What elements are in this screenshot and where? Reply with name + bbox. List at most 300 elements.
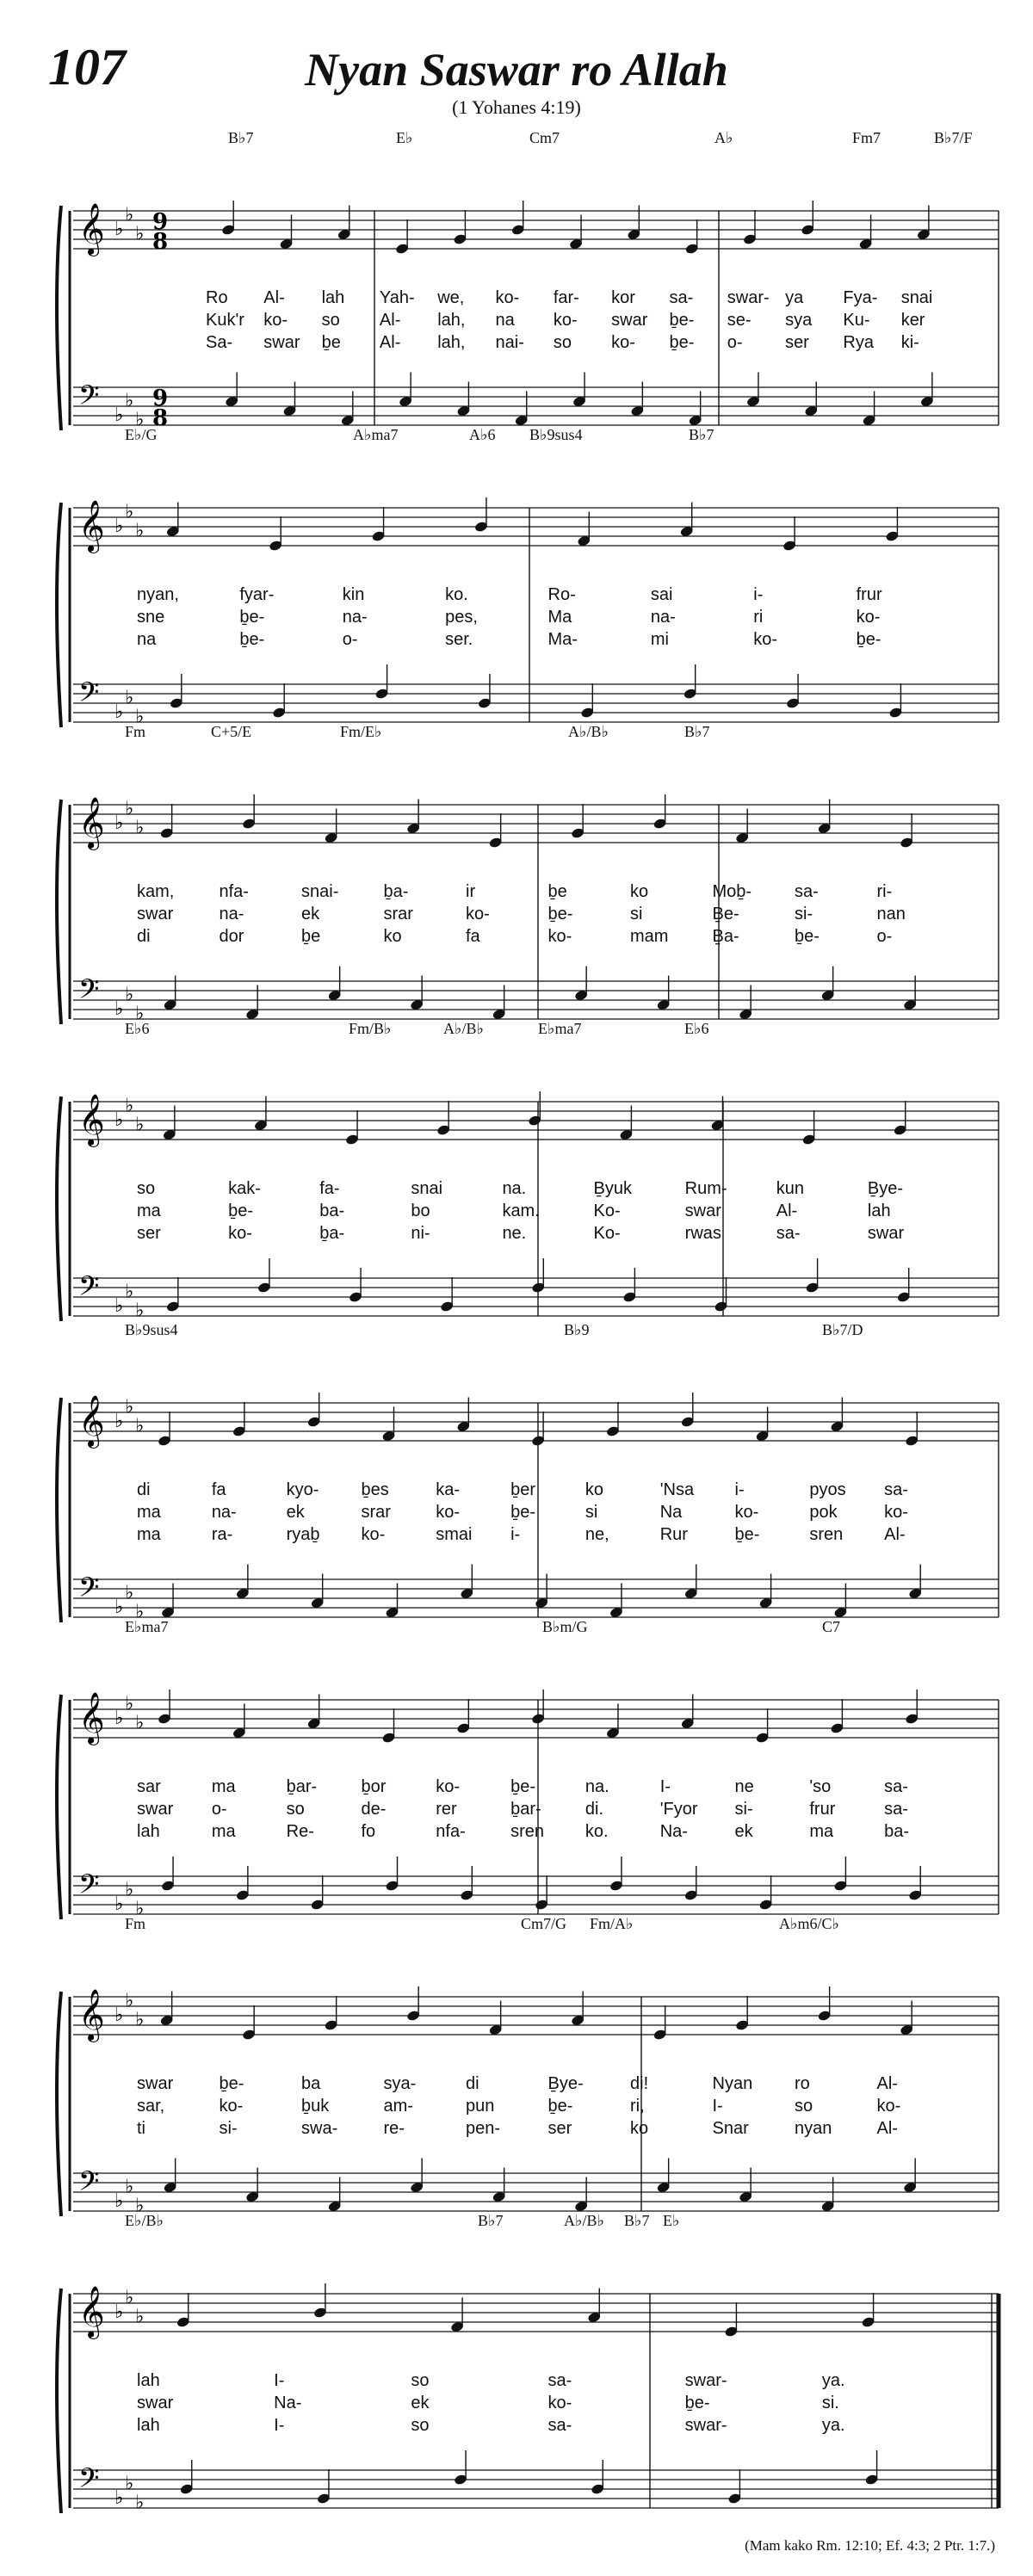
staff-graphics xyxy=(47,723,999,1025)
lyric-syllable: Al- xyxy=(379,311,401,330)
music-system-3 xyxy=(47,723,999,1025)
lyric-syllable: di. xyxy=(585,1800,604,1819)
lyric-syllable: ro xyxy=(795,2074,810,2093)
flat-icon: ♭ xyxy=(114,405,124,426)
lyric-syllable: si xyxy=(630,905,643,924)
chord-symbol: E♭/B♭ xyxy=(125,2212,164,2229)
lyric-syllable: ser xyxy=(547,2119,572,2138)
lyric-syllable: sren xyxy=(510,1822,544,1841)
lyric-syllable: i- xyxy=(734,1480,745,1499)
chord-symbol: Fm/B♭ xyxy=(349,1020,392,1037)
chord-symbol: A♭ xyxy=(714,129,733,146)
lyric-syllable: swar- xyxy=(684,2371,727,2390)
lyric-syllable: ḇe- xyxy=(856,630,881,649)
flat-icon: ♭ xyxy=(114,516,124,537)
lyric-syllable: i- xyxy=(753,585,764,604)
lyric-syllable: ba- xyxy=(884,1822,910,1841)
lyric-syllable: ni- xyxy=(411,1224,430,1243)
music-system-1 xyxy=(47,129,999,431)
flat-icon: ♭ xyxy=(135,2195,145,2217)
flat-icon: ♭ xyxy=(135,706,145,728)
lyric-syllable: na- xyxy=(650,608,676,627)
lyric-syllable: ḇe- xyxy=(219,2074,244,2093)
lyric-syllable: sya xyxy=(785,311,813,330)
flat-icon: ♭ xyxy=(135,1003,145,1025)
lyric-syllable: ma xyxy=(137,1503,161,1522)
lyric-syllable: o- xyxy=(342,630,358,649)
lyric-syllable: ra- xyxy=(211,1525,233,1544)
lyric-syllable: di xyxy=(137,927,151,946)
lyric-syllable: sa- xyxy=(776,1224,801,1243)
lyric-syllable: na xyxy=(495,311,515,330)
lyric-syllable: Ro- xyxy=(547,585,576,604)
lyric-syllable: swar xyxy=(611,311,648,330)
lyric-syllable: ser xyxy=(785,333,809,352)
lyric-syllable: so xyxy=(286,1800,305,1819)
brace xyxy=(57,800,61,1024)
lyric-syllable: ḇe xyxy=(301,927,321,946)
chord-symbol: C7 xyxy=(822,1618,841,1635)
chord-symbol: B♭7/F xyxy=(934,129,973,146)
time-signature-top: 9 xyxy=(152,209,169,235)
flat-icon: ♭ xyxy=(135,2492,145,2514)
flat-icon: ♭ xyxy=(125,1396,134,1418)
lyric-syllable: ba xyxy=(301,2074,321,2093)
lyric-syllable: Rur xyxy=(659,1525,688,1544)
flat-icon: ♭ xyxy=(114,2487,124,2509)
bass-clef-icon: 𝄢 xyxy=(78,1270,100,1308)
flat-icon: ♭ xyxy=(135,1898,145,1920)
lyric-syllable: ri, xyxy=(630,2097,645,2116)
lyric-syllable: sar, xyxy=(137,2097,165,2116)
flat-icon: ♭ xyxy=(125,1693,134,1715)
lyric-syllable: Sa- xyxy=(206,333,233,352)
lyric-syllable: dor xyxy=(219,927,244,946)
lyric-syllable: sya- xyxy=(383,2074,417,2093)
music-system-4 xyxy=(47,1020,999,1322)
lyric-syllable: ḇe- xyxy=(547,905,573,924)
flat-icon: ♭ xyxy=(135,1114,145,1136)
treble-clef-icon: 𝄞 xyxy=(78,1989,105,2041)
lyric-syllable: Ḇye- xyxy=(867,1179,903,1198)
flat-icon: ♭ xyxy=(125,204,134,226)
lyric-syllable: rer xyxy=(436,1800,457,1819)
chord-symbol: Fm/A♭ xyxy=(590,1915,634,1932)
lyric-syllable: snai xyxy=(900,288,933,307)
brace xyxy=(57,1096,61,1321)
lyric-syllable: sa- xyxy=(669,288,694,307)
lyric-syllable: sar xyxy=(137,1777,161,1796)
lyric-syllable: kam. xyxy=(502,1202,540,1220)
chord-symbol: A♭ma7 xyxy=(353,426,399,443)
bass-clef-icon: 𝄢 xyxy=(78,1869,100,1906)
lyric-syllable: ko- xyxy=(734,1503,759,1522)
lyric-syllable: ko- xyxy=(856,608,881,627)
lyric-syllable: srar xyxy=(361,1503,391,1522)
lyric-syllable: ko xyxy=(383,927,402,946)
chord-symbol: A♭/B♭ xyxy=(564,2212,604,2229)
lyric-syllable: kam, xyxy=(137,882,175,901)
lyric-syllable: so xyxy=(411,2371,430,2390)
lyric-syllable: pyos xyxy=(809,1480,846,1499)
lyric-syllable: mi xyxy=(650,630,669,649)
lyric-syllable: ryaḇ xyxy=(286,1525,320,1544)
flat-icon: ♭ xyxy=(135,409,145,431)
lyric-syllable: fa- xyxy=(319,1179,340,1198)
time-signature-top: 9 xyxy=(152,386,169,411)
flat-icon: ♭ xyxy=(125,1582,134,1604)
lyric-syllable: ya xyxy=(785,288,804,307)
lyric-syllable: we, xyxy=(437,288,465,307)
flat-icon: ♭ xyxy=(125,2287,134,2309)
flat-icon: ♭ xyxy=(114,998,124,1020)
treble-clef-icon: 𝄞 xyxy=(78,797,105,849)
hymn-title: Nyan Saswar ro Allah xyxy=(305,44,728,96)
lyric-syllable: ti xyxy=(137,2119,145,2138)
lyric-syllable: ne. xyxy=(502,1224,527,1243)
staff-graphics xyxy=(47,1618,999,1920)
lyric-syllable: nyan xyxy=(795,2119,832,2138)
flat-icon: ♭ xyxy=(114,812,124,834)
lyric-syllable: am- xyxy=(383,2097,413,2116)
bass-clef-icon: 𝄢 xyxy=(78,1572,100,1609)
lyric-syllable: lah, xyxy=(437,311,466,330)
lyric-syllable: ne xyxy=(734,1777,754,1796)
lyric-syllable: si xyxy=(585,1503,598,1522)
lyric-syllable: ḇar- xyxy=(510,1800,541,1819)
lyric-syllable: kor xyxy=(611,288,635,307)
lyric-syllable: Al- xyxy=(379,333,401,352)
chord-symbol: B♭7 xyxy=(478,2212,504,2229)
lyric-syllable: ko- xyxy=(495,288,520,307)
brace xyxy=(57,1992,61,2216)
lyric-syllable: kak- xyxy=(228,1179,261,1198)
lyric-syllable: ma xyxy=(809,1822,834,1841)
lyric-syllable: 'Nsa xyxy=(659,1480,695,1499)
lyric-syllable: re- xyxy=(383,2119,405,2138)
flat-icon: ♭ xyxy=(135,817,145,839)
lyric-syllable: na. xyxy=(502,1179,527,1198)
chord-symbol: B♭7 xyxy=(689,426,714,443)
lyric-syllable: nan xyxy=(876,905,906,924)
music-system-7 xyxy=(47,1915,999,2217)
lyric-syllable: Al- xyxy=(876,2074,898,2093)
treble-clef-icon: 𝄞 xyxy=(78,203,105,255)
lyric-syllable: lah xyxy=(867,1202,891,1220)
lyric-syllable: ma xyxy=(137,1525,161,1544)
chord-symbol: A♭/B♭ xyxy=(568,723,609,740)
lyric-syllable: ko- xyxy=(884,1503,908,1522)
lyric-syllable: ḇar- xyxy=(286,1777,318,1796)
lyric-syllable: di xyxy=(137,1480,151,1499)
flat-icon: ♭ xyxy=(114,219,124,240)
lyric-syllable: ḇe- xyxy=(547,2097,573,2116)
time-signature-bottom: 8 xyxy=(152,405,169,431)
lyric-syllable: ko. xyxy=(585,1822,609,1841)
lyric-syllable: na. xyxy=(585,1777,609,1796)
lyric-syllable: far- xyxy=(553,288,579,307)
lyric-syllable: ko xyxy=(630,2119,649,2138)
lyric-syllable: ḇe- xyxy=(239,608,265,627)
lyric-syllable: Moḇ- xyxy=(712,882,752,901)
lyric-syllable: si. xyxy=(821,2394,839,2412)
lyric-syllable: sai xyxy=(650,585,673,604)
lyric-syllable: ḇes xyxy=(361,1480,389,1499)
lyric-syllable: Ko- xyxy=(593,1202,621,1220)
lyric-syllable: ir xyxy=(466,882,476,901)
music-system-5 xyxy=(47,1321,999,1623)
lyric-syllable: ek xyxy=(411,2394,430,2412)
lyric-syllable: ri xyxy=(753,608,764,627)
flat-icon: ♭ xyxy=(114,701,124,723)
lyric-syllable: ne, xyxy=(585,1525,609,1544)
chord-symbol: A♭6 xyxy=(469,426,496,443)
lyric-syllable: lah xyxy=(321,288,345,307)
lyric-syllable: di! xyxy=(630,2074,649,2093)
lyric-syllable: ko. xyxy=(445,585,468,604)
brace xyxy=(57,1398,61,1622)
lyric-syllable: snai- xyxy=(301,882,339,901)
flat-icon: ♭ xyxy=(135,520,145,542)
flat-icon: ♭ xyxy=(125,798,134,820)
flat-icon: ♭ xyxy=(125,390,134,412)
brace xyxy=(57,206,61,430)
flat-icon: ♭ xyxy=(125,1281,134,1303)
lyric-syllable: ḇe- xyxy=(795,927,820,946)
lyric-syllable: so xyxy=(321,311,340,330)
lyric-syllable: swar xyxy=(263,333,300,352)
staff-graphics xyxy=(47,2212,999,2514)
flat-icon: ♭ xyxy=(135,2306,145,2328)
lyric-syllable: Ḇye- xyxy=(547,2074,584,2093)
lyric-syllable: ma xyxy=(137,1202,161,1220)
lyric-syllable: kyo- xyxy=(286,1480,319,1499)
lyric-syllable: Ḇa- xyxy=(712,927,739,946)
flat-icon: ♭ xyxy=(135,1712,145,1734)
lyric-syllable: ko xyxy=(630,882,649,901)
lyric-syllable: ser. xyxy=(445,630,473,649)
lyric-syllable: sa- xyxy=(547,2371,572,2390)
flat-icon: ♭ xyxy=(114,2301,124,2323)
chord-symbol: C+5/E xyxy=(211,723,252,740)
lyric-syllable: Rum- xyxy=(684,1179,727,1198)
flat-icon: ♭ xyxy=(135,1300,145,1322)
lyric-syllable: fo xyxy=(361,1822,376,1841)
lyric-syllable: 'Fyor xyxy=(659,1800,698,1819)
lyric-syllable: nfa- xyxy=(219,882,249,901)
lyric-syllable: Re- xyxy=(286,1822,314,1841)
lyric-syllable: na- xyxy=(211,1503,237,1522)
chord-symbol: B♭9sus4 xyxy=(125,1321,178,1338)
lyric-syllable: ko- xyxy=(361,1525,386,1544)
flat-icon: ♭ xyxy=(125,2176,134,2198)
lyric-syllable: ba- xyxy=(319,1202,345,1220)
lyric-syllable: Al- xyxy=(884,1525,906,1544)
lyric-syllable: fyar- xyxy=(239,585,275,604)
lyric-syllable: lah xyxy=(137,2371,160,2390)
lyric-syllable: Yah- xyxy=(379,288,415,307)
chord-symbol: Fm7 xyxy=(852,129,881,146)
music-system-2 xyxy=(47,426,999,728)
lyric-syllable: sa- xyxy=(884,1480,908,1499)
staff-graphics xyxy=(47,129,999,431)
lyric-syllable: so xyxy=(137,1179,156,1198)
lyric-syllable: ḇe- xyxy=(510,1503,535,1522)
flat-icon: ♭ xyxy=(114,1109,124,1131)
lyric-syllable: pes, xyxy=(445,608,478,627)
flat-icon: ♭ xyxy=(114,1411,124,1432)
lyric-syllable: ek xyxy=(301,905,320,924)
lyric-syllable: sne xyxy=(137,608,165,627)
lyric-syllable: sa- xyxy=(884,1777,908,1796)
lyric-syllable: Rya xyxy=(843,333,874,352)
chord-symbol: B♭9sus4 xyxy=(529,426,583,443)
lyric-syllable: o- xyxy=(876,927,893,946)
time-signature-bottom: 8 xyxy=(152,229,169,255)
lyric-syllable: frur xyxy=(809,1800,836,1819)
flat-icon: ♭ xyxy=(114,1597,124,1618)
lyric-syllable: Fya- xyxy=(843,288,878,307)
lyric-syllable: Na xyxy=(659,1503,683,1522)
lyric-syllable: pen- xyxy=(466,2119,501,2138)
lyric-syllable: Ḇe- xyxy=(712,905,739,924)
lyric-syllable: ya. xyxy=(821,2371,845,2390)
bass-clef-icon: 𝄢 xyxy=(78,380,100,417)
lyric-syllable: ek xyxy=(734,1822,753,1841)
lyric-syllable: se- xyxy=(727,311,752,330)
flat-icon: ♭ xyxy=(114,1295,124,1317)
bass-clef-icon: 𝄢 xyxy=(78,676,100,714)
lyric-syllable: o- xyxy=(727,333,743,352)
lyric-syllable: ko- xyxy=(876,2097,901,2116)
lyric-syllable: snai xyxy=(411,1179,443,1198)
brace xyxy=(57,503,61,727)
lyric-syllable: ko- xyxy=(547,2394,572,2412)
lyric-syllable: so xyxy=(795,2097,813,2116)
chord-symbol: Cm7 xyxy=(529,129,560,146)
lyric-syllable: nfa- xyxy=(436,1822,466,1841)
chord-symbol: A♭m6/C♭ xyxy=(779,1915,839,1932)
lyric-syllable: ḇe xyxy=(321,333,341,352)
bass-clef-icon: 𝄢 xyxy=(78,2462,100,2500)
lyric-syllable: ko- xyxy=(436,1777,461,1796)
chord-symbol: B♭7 xyxy=(228,129,254,146)
lyric-syllable: I- xyxy=(712,2097,723,2116)
lyric-syllable: swar xyxy=(867,1224,905,1243)
flat-icon: ♭ xyxy=(125,501,134,523)
lyric-syllable: Al- xyxy=(876,2119,898,2138)
flat-icon: ♭ xyxy=(125,687,134,709)
chord-symbol: B♭7/D xyxy=(822,1321,863,1338)
staff-graphics xyxy=(47,1020,999,1322)
chord-symbol: Cm7/G xyxy=(521,1915,567,1932)
chord-symbol: B♭9 xyxy=(564,1321,590,1338)
lyric-syllable: Kuk'r xyxy=(206,311,244,330)
lyric-syllable: ki- xyxy=(900,333,919,352)
footer-references: (Mam kako Rm. 12:10; Ef. 4:3; 2 Ptr. 1:7.) xyxy=(745,2537,995,2554)
lyric-syllable: pun xyxy=(466,2097,495,2116)
lyric-syllable: sa- xyxy=(795,882,819,901)
lyric-syllable: swar xyxy=(137,905,174,924)
chord-symbol: E♭/G xyxy=(125,426,158,443)
lyric-syllable: Ku- xyxy=(843,311,870,330)
lyric-syllable: ḇe- xyxy=(228,1202,254,1220)
flat-icon: ♭ xyxy=(114,2005,124,2026)
flat-icon: ♭ xyxy=(125,1990,134,2012)
lyric-syllable: Al- xyxy=(263,288,285,307)
lyric-syllable: mam xyxy=(630,927,669,946)
chord-symbol: Fm xyxy=(125,1915,146,1932)
lyric-syllable: lah xyxy=(137,2416,160,2435)
lyric-syllable: lah, xyxy=(437,333,466,352)
lyric-syllable: Snar xyxy=(712,2119,749,2138)
chord-symbol: E♭6 xyxy=(125,1020,150,1037)
lyric-syllable: si- xyxy=(734,1800,753,1819)
treble-clef-icon: 𝄞 xyxy=(78,500,105,552)
treble-clef-icon: 𝄞 xyxy=(78,2286,105,2338)
brace xyxy=(57,2289,61,2513)
chord-symbol: B♭7 xyxy=(684,723,710,740)
lyric-syllable: ḇer xyxy=(510,1480,535,1499)
lyric-syllable: fa xyxy=(211,1480,226,1499)
lyric-syllable: I- xyxy=(274,2371,285,2390)
staff-graphics xyxy=(47,1321,999,1623)
lyric-syllable: srar xyxy=(383,905,413,924)
lyric-syllable: 'so xyxy=(809,1777,832,1796)
treble-clef-icon: 𝄞 xyxy=(78,1395,105,1447)
lyric-syllable: ḇe- xyxy=(239,630,265,649)
chord-symbol: Fm/E♭ xyxy=(340,723,382,740)
lyric-syllable: smai xyxy=(436,1525,473,1544)
chord-symbol: B♭m/G xyxy=(542,1618,588,1635)
lyric-syllable: si- xyxy=(795,905,813,924)
treble-clef-icon: 𝄞 xyxy=(78,1692,105,1744)
lyric-syllable: ko- xyxy=(219,2097,244,2116)
lyric-syllable: kin xyxy=(342,585,365,604)
lyric-syllable: ḇe- xyxy=(684,2394,710,2412)
lyric-syllable: pok xyxy=(809,1503,838,1522)
lyric-syllable: na xyxy=(137,630,157,649)
lyric-syllable: bo xyxy=(411,1202,430,1220)
lyric-syllable: ek xyxy=(286,1503,305,1522)
lyric-syllable: ri- xyxy=(876,882,893,901)
lyric-syllable: ko xyxy=(585,1480,604,1499)
lyric-syllable: ko- xyxy=(553,311,578,330)
lyric-syllable: Na- xyxy=(659,1822,688,1841)
lyric-syllable: ma xyxy=(211,1822,236,1841)
lyric-syllable: ḇor xyxy=(361,1777,387,1796)
chord-symbol: E♭ xyxy=(396,129,413,146)
lyric-syllable: kun xyxy=(776,1179,805,1198)
lyric-syllable: ya. xyxy=(821,2416,845,2435)
lyric-syllable: Ko- xyxy=(593,1224,621,1243)
lyric-syllable: de- xyxy=(361,1800,387,1819)
lyric-syllable: lah xyxy=(137,1822,160,1841)
lyric-syllable: na- xyxy=(342,608,368,627)
lyric-syllable: ḇe xyxy=(547,882,567,901)
lyric-syllable: ḇa- xyxy=(319,1224,345,1243)
lyric-syllable: ḇe- xyxy=(510,1777,535,1796)
lyric-syllable: swar xyxy=(684,1202,721,1220)
lyric-syllable: ḇe- xyxy=(669,333,695,352)
lyric-syllable: swar xyxy=(137,2074,174,2093)
lyric-syllable: Ma xyxy=(547,608,572,627)
lyric-syllable: na- xyxy=(219,905,244,924)
lyric-syllable: swar- xyxy=(684,2416,727,2435)
chord-symbol: E♭ma7 xyxy=(125,1618,169,1635)
lyric-syllable: swar xyxy=(137,1800,174,1819)
lyric-syllable: ḇe- xyxy=(734,1525,760,1544)
